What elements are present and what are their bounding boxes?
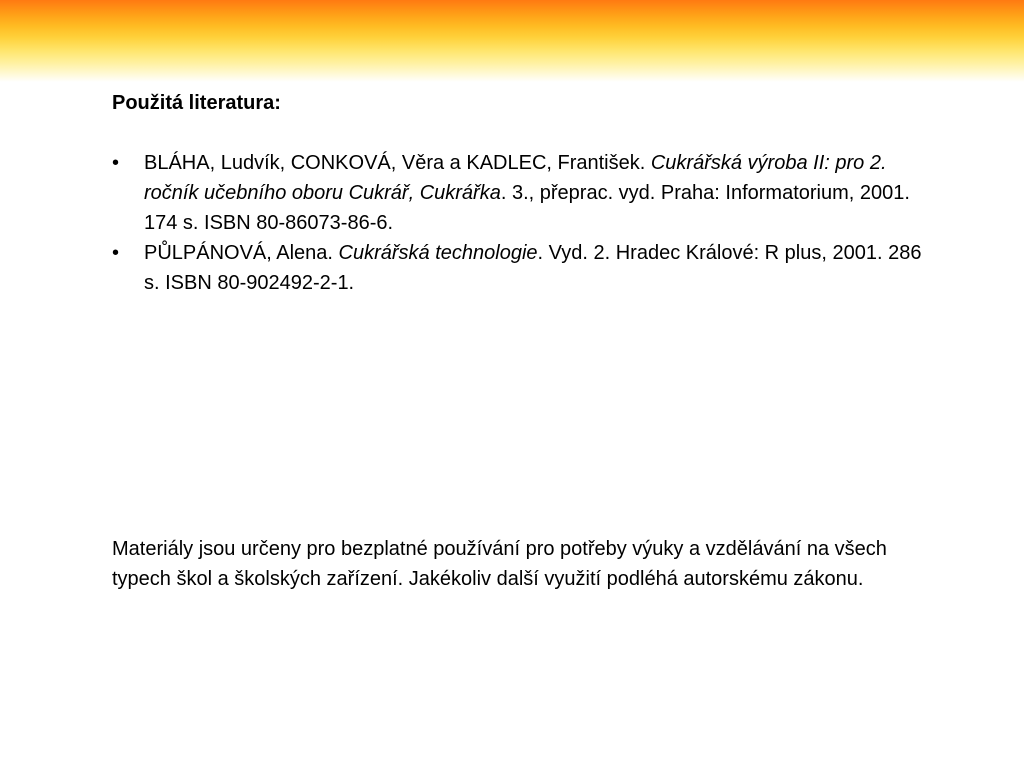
- usage-notice: Materiály jsou určeny pro bezplatné používání pro potřeby výuky a vzdělávání na všech typech škol a školských zařízení. Jakékoliv další využití podléhá autorskému zákonu.: [112, 538, 887, 590]
- reference-list: [112, 148, 932, 298]
- reference-item: [112, 148, 932, 238]
- bullet-icon: •: [112, 152, 120, 174]
- literature-section: [112, 88, 932, 298]
- reference-title: Cukrářská technologie: [338, 242, 538, 264]
- bullet-icon: •: [112, 242, 120, 264]
- decorative-header-band: [0, 0, 1024, 82]
- reference-authors: BLÁHA, Ludvík, CONKOVÁ, Věra a KADLEC, František.: [144, 152, 651, 174]
- reference-details: . 3., přeprac. vyd. Praha: Informatorium, 2001. 174 s. ISBN 80-86073-86-6.: [144, 182, 910, 234]
- literature-heading: Použitá literatura:: [112, 92, 281, 114]
- reference-item: [112, 238, 932, 298]
- reference-details: . Vyd. 2. Hradec Králové: R plus, 2001. 286 s. ISBN 80-902492-2-1.: [144, 242, 922, 294]
- reference-authors: PŮLPÁNOVÁ, Alena.: [144, 242, 339, 264]
- reference-title: Cukrářská výroba II: pro 2. ročník učebního oboru Cukrář, Cukrářka: [144, 152, 887, 204]
